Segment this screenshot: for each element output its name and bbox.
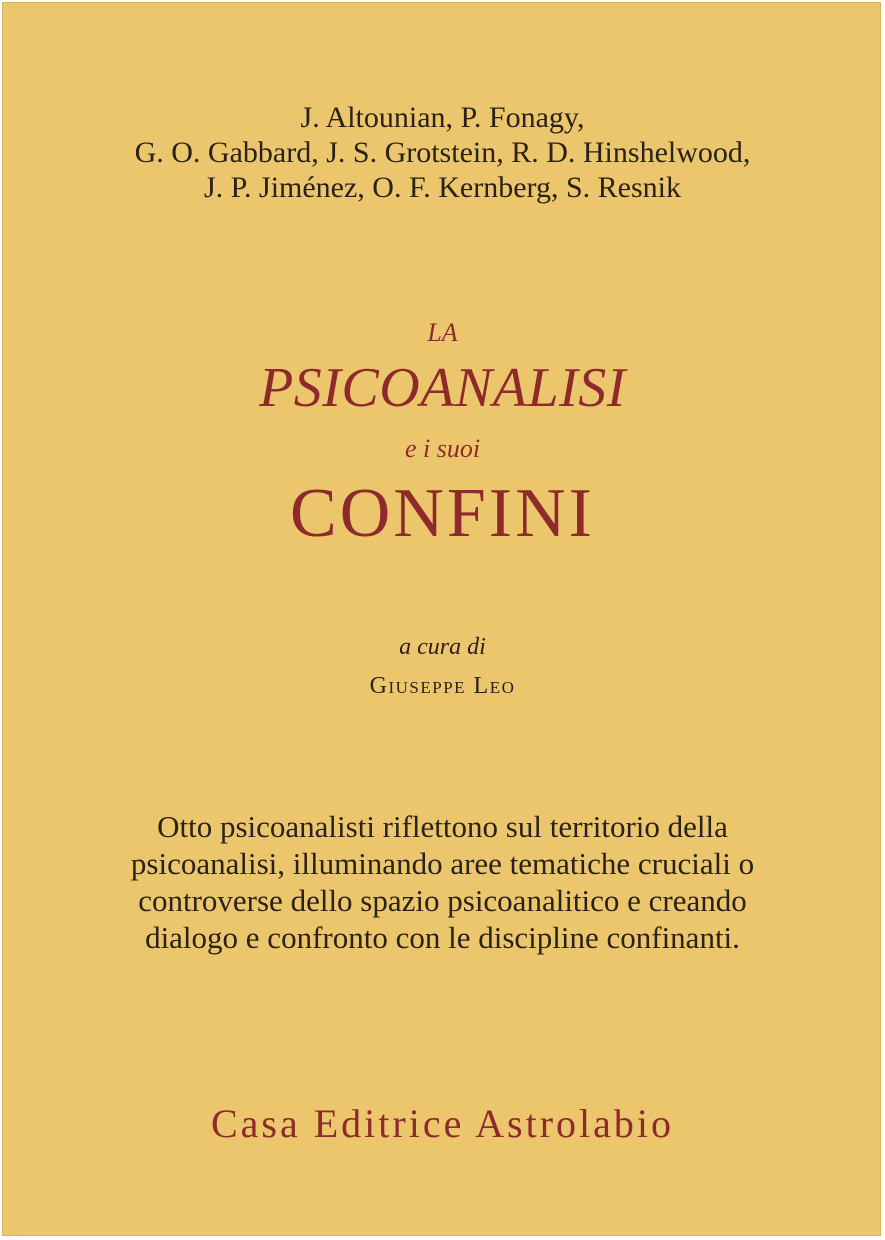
blurb-line: Otto psicoanalisti riflettono sul territorio della: [157, 809, 728, 844]
editor-name: Giuseppe Leo: [369, 673, 516, 699]
title-connector: e i suoi: [404, 434, 481, 463]
blurb-line: psicoanalisi, illuminando aree tematiche cruciali o: [130, 846, 755, 881]
author-line: G. O. Gabbard, J. S. Grotstein, R. D. Hinshelwood,: [134, 136, 751, 169]
blurb: [0, 808, 885, 956]
title-main: PSICOANALISI: [259, 357, 626, 419]
author-line: J. Altounian, P. Fonagy,: [300, 101, 585, 134]
blurb-line: dialogo e confronto con le discipline confinanti.: [145, 920, 740, 955]
author-line: J. P. Jiménez, O. F. Kernberg, S. Resnik: [203, 171, 682, 204]
publisher-name: Casa Editrice Astrolabio: [210, 1101, 674, 1146]
title-article: LA: [427, 318, 458, 347]
title-sub: CONFINI: [290, 475, 595, 552]
blurb-line: controverse dello spazio psicoanalitico e creando: [138, 883, 747, 918]
curated-by-label: a cura di: [399, 634, 486, 660]
author-list: [0, 100, 885, 205]
